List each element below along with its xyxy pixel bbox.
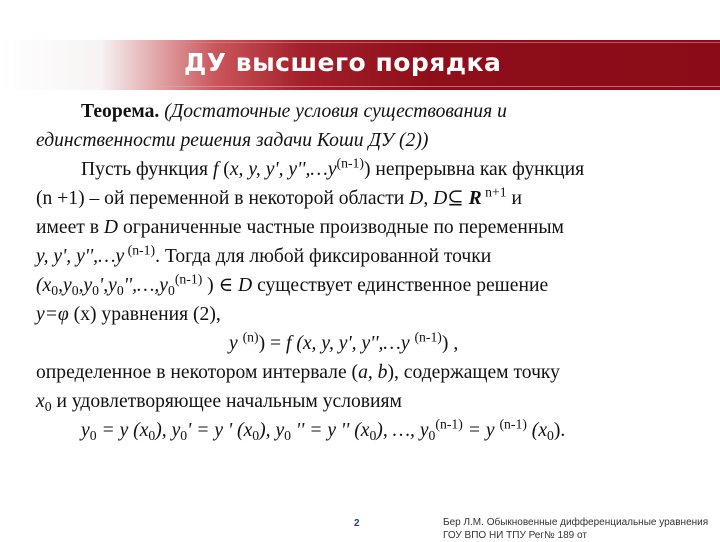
text: ), y [259, 420, 285, 441]
domain-symbol: D [409, 188, 424, 209]
subscript: 0 [44, 399, 52, 415]
variables: y, y', y'',…y [36, 246, 125, 267]
body-line-7 [36, 358, 686, 387]
text: y [81, 420, 90, 441]
body-line-4 [36, 242, 686, 271]
subscript: 0 [71, 283, 79, 299]
variables: x, y, y', y'',…y [229, 159, 337, 180]
title-bar-bottom-rule [160, 86, 720, 87]
reals-symbol: R [468, 188, 482, 209]
text: определенное в некотором интервале ( [36, 362, 359, 383]
text: = y (x [96, 420, 149, 441]
theorem-heading-line [36, 97, 686, 126]
subscript: 0 [51, 283, 59, 299]
theorem-condition: (Достаточные условия существования и [159, 101, 507, 122]
element-of-symbol: ) ∈ [202, 275, 239, 296]
text: ), …, y [376, 420, 429, 441]
interval-symbol: a, b [358, 362, 388, 383]
text: ,y [58, 275, 72, 296]
phi-symbol: φ [57, 304, 69, 325]
text: . Тогда для любой фиксированной точки [155, 246, 492, 267]
title-bar-top-rule [180, 42, 720, 43]
footer-source: Бер Л.М. Обыкновенные дифференциальные уравнения ГОУ ВПО НИ ТПУ Рег№ 189 от [443, 517, 709, 541]
text: = y [462, 420, 500, 441]
text: ) непрерывна как функция [363, 159, 585, 180]
superscript: (n-1) [499, 416, 527, 432]
subscript: 0 [116, 283, 124, 299]
text: ' = y ' (x [187, 420, 253, 441]
text: ,y [78, 275, 93, 296]
superscript: (n-1) [435, 416, 463, 432]
title-bar [0, 40, 720, 90]
domain-symbol: D [103, 217, 119, 238]
text: (x) уравнения (2), [68, 304, 221, 325]
body-line-6 [36, 300, 686, 329]
theorem-text [36, 97, 686, 445]
text: Пусть функция [81, 159, 213, 180]
text: x [36, 391, 45, 412]
text: и удовлетворяющее начальным условиям [51, 391, 402, 412]
text: ). [553, 420, 566, 441]
text: ) , [441, 333, 459, 354]
subscript: 0 [547, 428, 554, 444]
text: ) = [258, 333, 286, 354]
text: ограниченные частные производные по переменным [118, 217, 564, 238]
body-line-5 [36, 271, 686, 300]
function-symbol: f [212, 159, 219, 180]
body-line-8 [36, 387, 686, 416]
text: ), y [155, 420, 181, 441]
subscript: 0 [180, 428, 188, 444]
subscript: 0 [89, 428, 97, 444]
subscript: 0 [167, 283, 175, 299]
subscript: 0 [92, 283, 100, 299]
body-line-3 [36, 213, 686, 242]
text: '' = y '' (x [291, 420, 370, 441]
text: (n +1) – ой переменной в некоторой области [36, 188, 410, 209]
text: , [423, 188, 434, 209]
text: (x [36, 275, 52, 296]
page-number: 2 [354, 518, 360, 529]
subscript: 0 [369, 428, 377, 444]
domain-symbol: D [238, 275, 253, 296]
text: имеет в [36, 217, 104, 238]
text: '',…,y [123, 275, 168, 296]
superscript: (n-1) [174, 271, 203, 287]
subscript: 0 [252, 428, 260, 444]
text: ( [218, 159, 230, 180]
theorem-condition-cont: единственности решения задачи Коши ДУ (2)) [36, 130, 429, 151]
subscript: 0 [428, 428, 436, 444]
superscript: (n-1) [124, 242, 156, 258]
text: и [506, 188, 522, 209]
function-symbol: f [285, 333, 292, 354]
subset-symbol: ⊆ [447, 188, 464, 209]
text: существует единственное решение [252, 275, 549, 296]
text: ), содержащем точку [387, 362, 560, 383]
text: y= [36, 304, 58, 325]
body-line-1 [36, 155, 686, 184]
slide-title: ДУ высшего порядка [184, 48, 502, 77]
superscript: (n) [242, 329, 259, 345]
text: (x [526, 420, 548, 441]
initial-conditions [36, 416, 686, 445]
theorem-label: Теорема. [81, 101, 160, 122]
text: (x, y, y', y'',…y [291, 333, 415, 354]
text: y [229, 333, 243, 354]
ode-equation [36, 329, 686, 358]
subscript: 0 [284, 428, 292, 444]
superscript: (n-1) [336, 155, 364, 171]
superscript: (n-1) [414, 329, 442, 345]
text: ',y [99, 275, 117, 296]
superscript: n+1 [481, 184, 507, 200]
body-line-2 [36, 184, 686, 213]
domain-symbol: D [433, 188, 448, 209]
subscript: 0 [148, 428, 156, 444]
